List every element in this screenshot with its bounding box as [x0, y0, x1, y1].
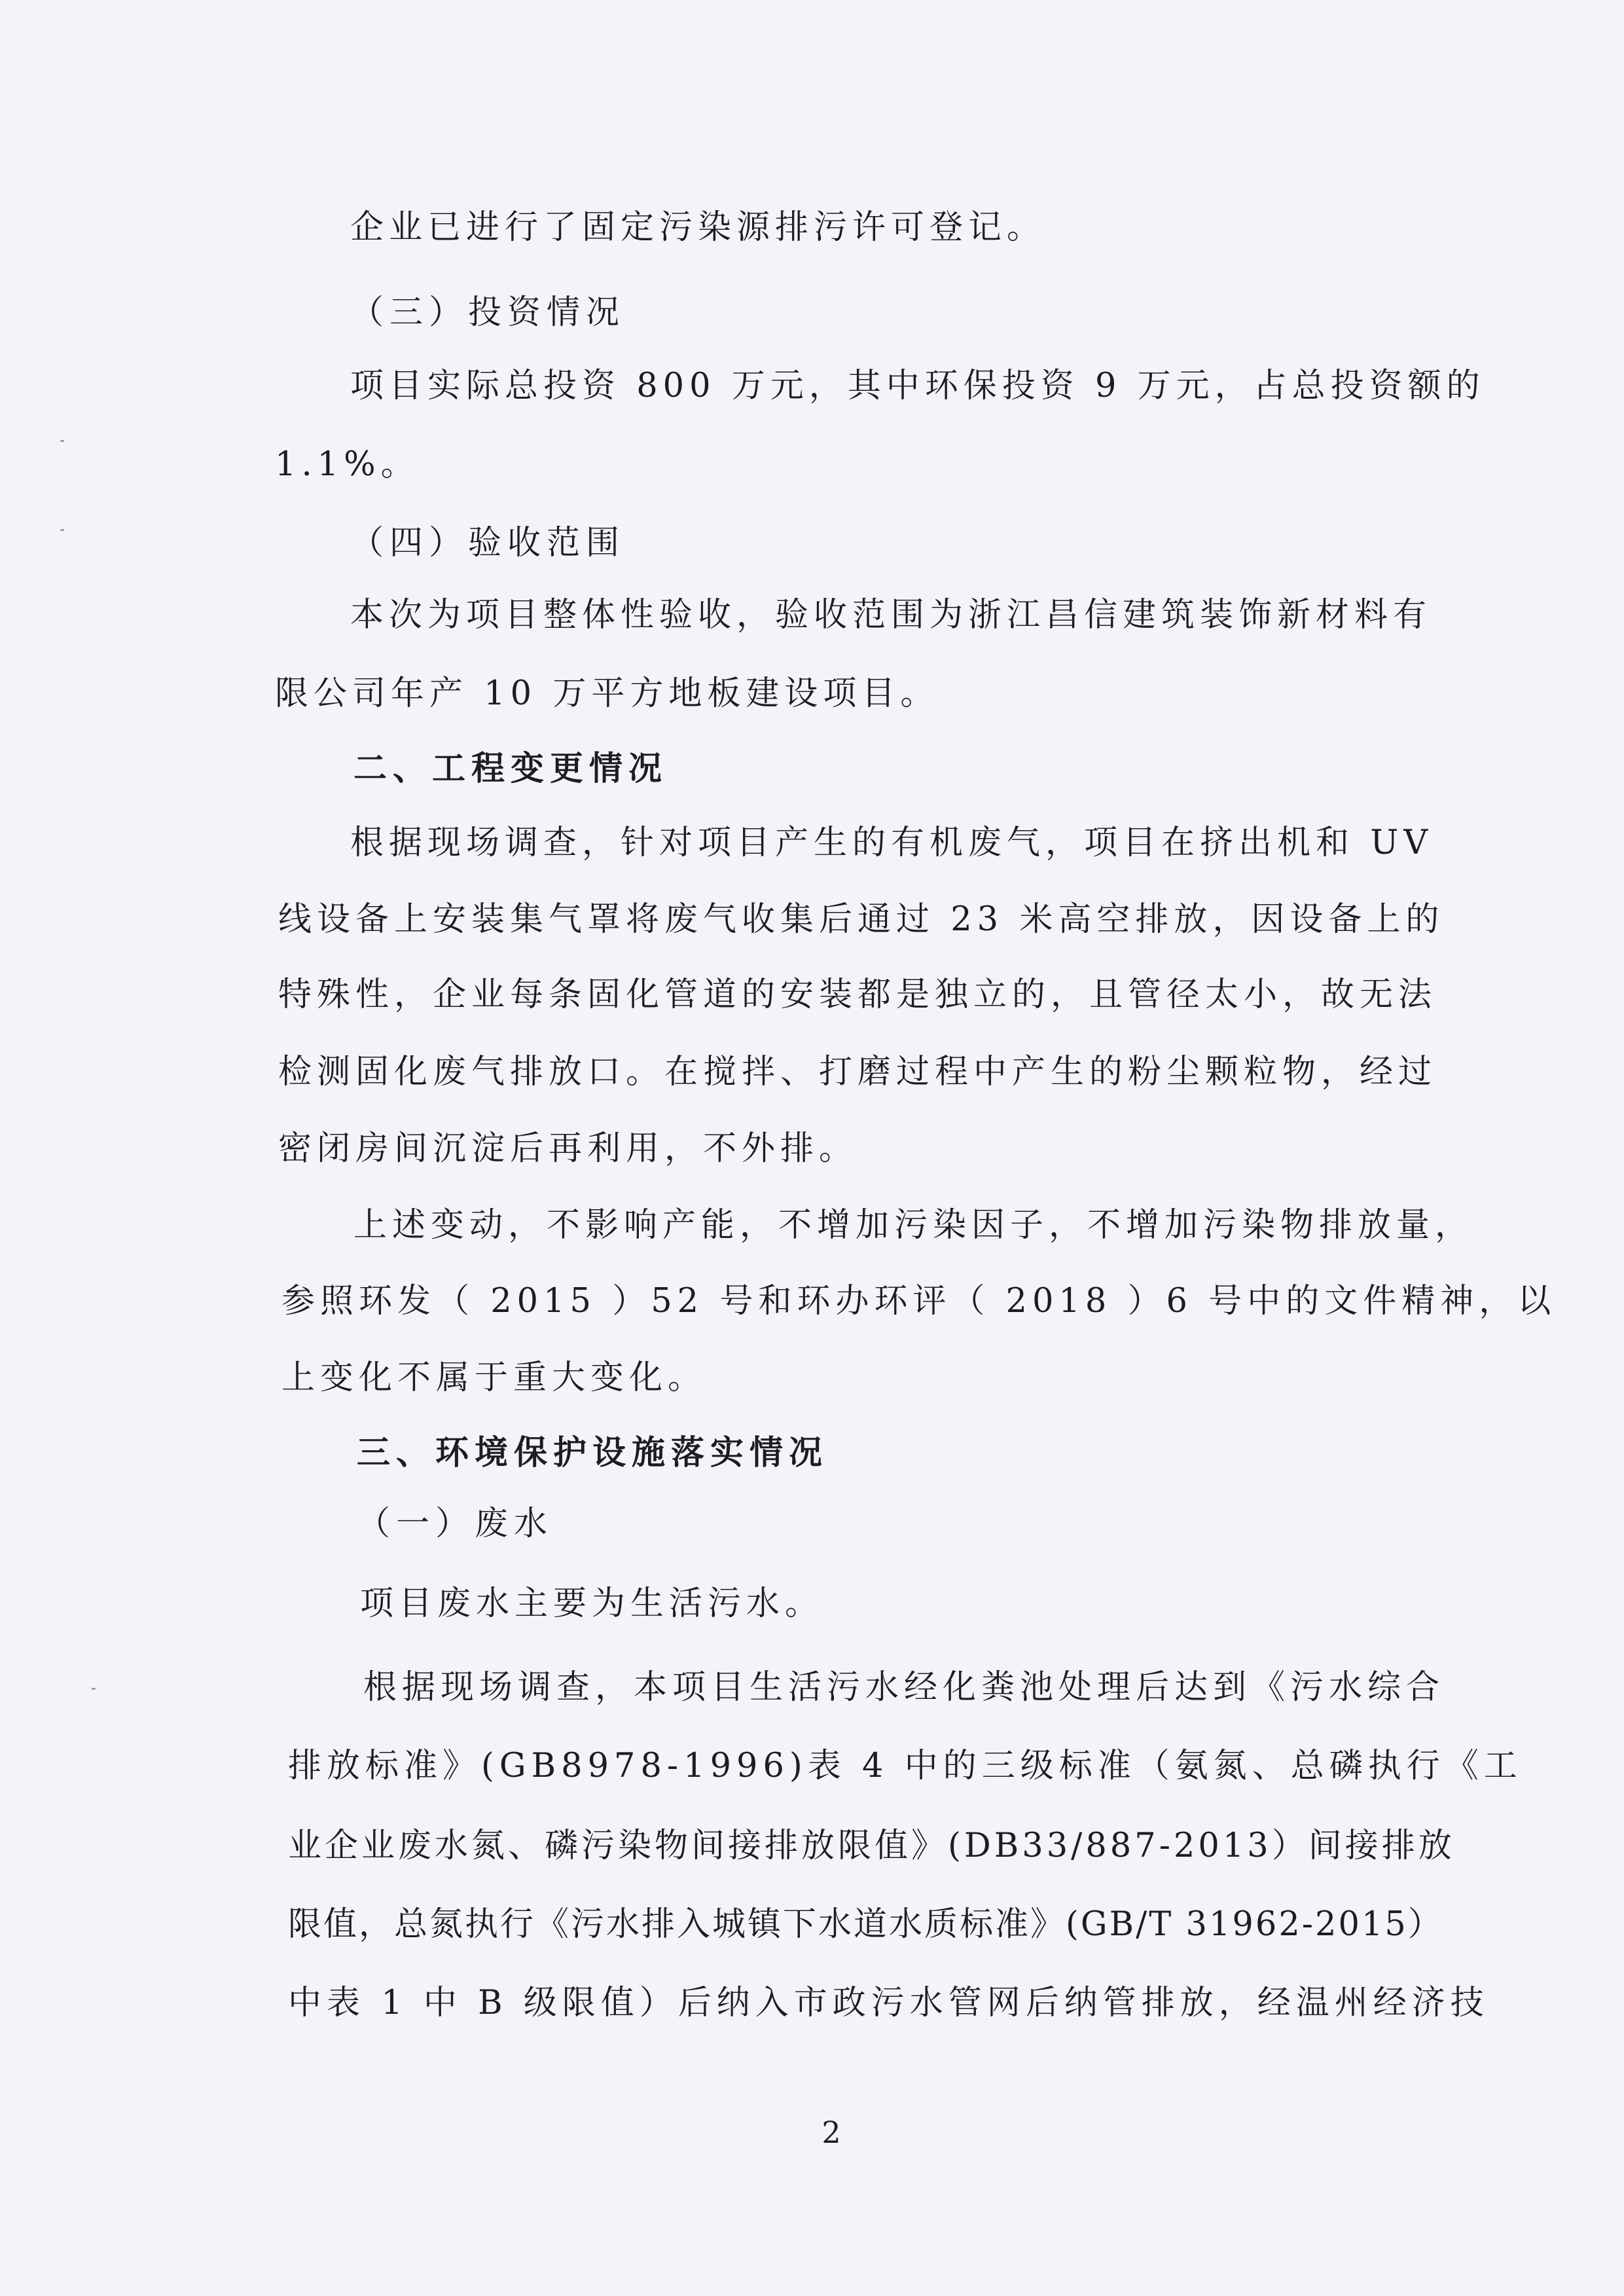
text-line-changes-6: 上述变动，不影响产能，不增加污染因子，不增加污染物排放量，: [353, 1206, 1474, 1245]
text-line-1: 企业已进行了固定污染源排污许可登记。: [350, 208, 1046, 247]
text-line-wastewater-4: 业企业废水氮、磷污染物间接排放限值》(DB33/887-2013）间接排放: [288, 1827, 1455, 1865]
scan-artifact-mark: [60, 440, 64, 442]
text-line-scope-1: 本次为项目整体性验收，验收范围为浙江昌信建筑装饰新材料有: [350, 596, 1432, 634]
text-line-changes-1: 根据现场调查，针对项目产生的有机废气，项目在挤出机和 UV: [350, 824, 1434, 862]
section-heading-scope: （四）验收范围: [350, 524, 626, 562]
page-number: 2: [821, 2115, 841, 2150]
text-line-wastewater-6: 中表 1 中 B 级限值）后纳入市政污水管网后纳管排放，经温州经济技: [288, 1984, 1489, 2022]
text-line-wastewater-3: 排放标准》(GB8978-1996)表 4 中的三级标准（氨氮、总磷执行《工: [288, 1747, 1523, 1785]
scan-artifact-mark: [60, 529, 64, 531]
text-line-changes-3: 特殊性，企业每条固化管道的安装都是独立的，且管径太小，故无法: [278, 975, 1437, 1014]
text-line-wastewater-1: 项目废水主要为生活污水。: [360, 1584, 824, 1623]
text-line-investment-2: 1.1%。: [275, 445, 420, 484]
subsection-heading-wastewater: （一）废水: [357, 1504, 554, 1543]
text-line-changes-7: 参照环发（ 2015 ）52 号和环办环评（ 2018 ）6 号中的文件精神，以: [281, 1282, 1557, 1321]
text-line-changes-8: 上变化不属于重大变化。: [281, 1358, 707, 1397]
section-heading-changes: 二、工程变更情况: [353, 750, 668, 788]
scan-artifact-mark: [92, 1688, 96, 1690]
text-line-changes-5: 密闭房间沉淀后再利用，不外排。: [278, 1129, 858, 1168]
text-line-changes-2: 线设备上安装集气罩将废气收集后通过 23 米高空排放，因设备上的: [278, 900, 1445, 939]
text-line-changes-4: 检测固化废气排放口。在搅拌、打磨过程中产生的粉尘颗粒物，经过: [278, 1053, 1437, 1091]
text-line-wastewater-5: 限值，总氮执行《污水排入城镇下水道水质标准》(GB/T 31962-2015）: [288, 1905, 1443, 1944]
section-heading-investment: （三）投资情况: [350, 293, 626, 332]
text-line-scope-2: 限公司年产 10 万平方地板建设项目。: [275, 674, 939, 713]
text-line-wastewater-2: 根据现场调查，本项目生活污水经化粪池处理后达到《污水综合: [363, 1668, 1445, 1707]
section-heading-environment: 三、环境保护设施落实情况: [357, 1434, 829, 1472]
text-line-investment-1: 项目实际总投资 800 万元，其中环保投资 9 万元，占总投资额的: [350, 367, 1485, 405]
